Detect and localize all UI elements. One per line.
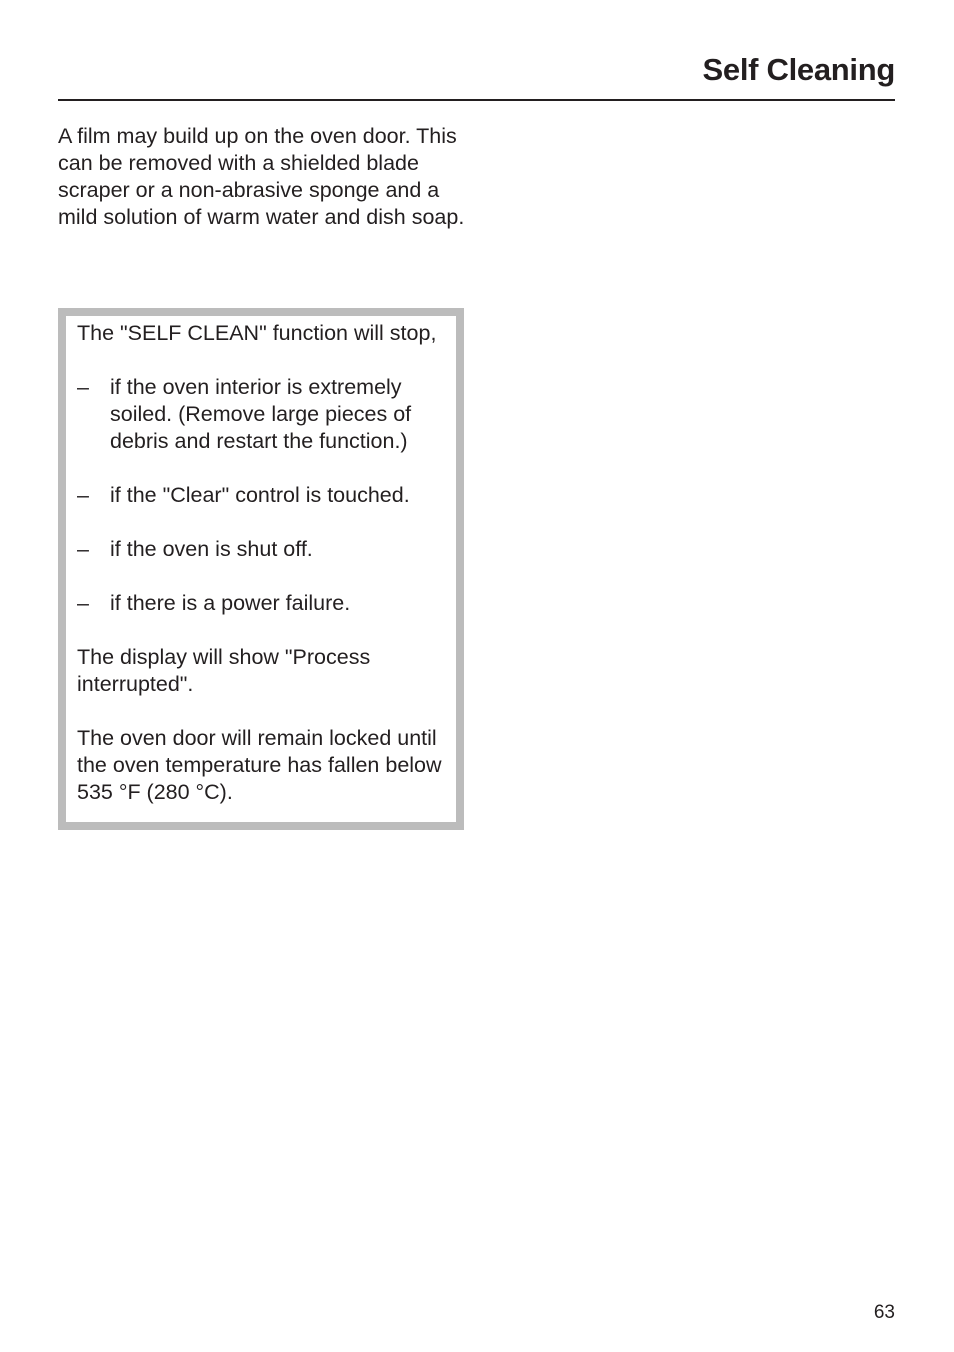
list-item <box>77 590 462 617</box>
lock-message: The oven door will remain locked until the oven temperature has fallen below 535 °F (280 °C). <box>77 726 442 804</box>
page-title: Self Cleaning <box>702 52 895 87</box>
display-message: The display will show "Process interrupted". <box>77 645 371 696</box>
note-intro: The "SELF CLEAN" function will stop, <box>77 321 437 345</box>
note-list <box>77 374 462 617</box>
list-item <box>77 536 462 563</box>
page-number: 63 <box>873 1302 895 1323</box>
intro-section <box>58 123 468 231</box>
dash-bullet-icon: – <box>77 375 89 399</box>
dash-bullet-icon: – <box>77 537 89 561</box>
list-item <box>77 374 462 455</box>
list-item-text: if the oven is shut off. <box>110 537 313 561</box>
list-item-text: if there is a power failure. <box>110 591 351 615</box>
list-item-text: if the oven interior is extremely soiled. (Remove large pieces of debris and restart the function.) <box>110 375 412 453</box>
intro-paragraph: A film may build up on the oven door. This can be removed with a shielded blade scraper or a non-abrasive sponge and a mild solution of warm water and dish soap. <box>58 124 465 229</box>
header-divider <box>58 99 895 101</box>
dash-bullet-icon: – <box>77 483 89 507</box>
list-item <box>77 482 462 509</box>
list-item-text: if the "Clear" control is touched. <box>110 483 410 507</box>
dash-bullet-icon: – <box>77 591 89 615</box>
note-box <box>58 308 464 830</box>
note-content <box>77 320 462 806</box>
